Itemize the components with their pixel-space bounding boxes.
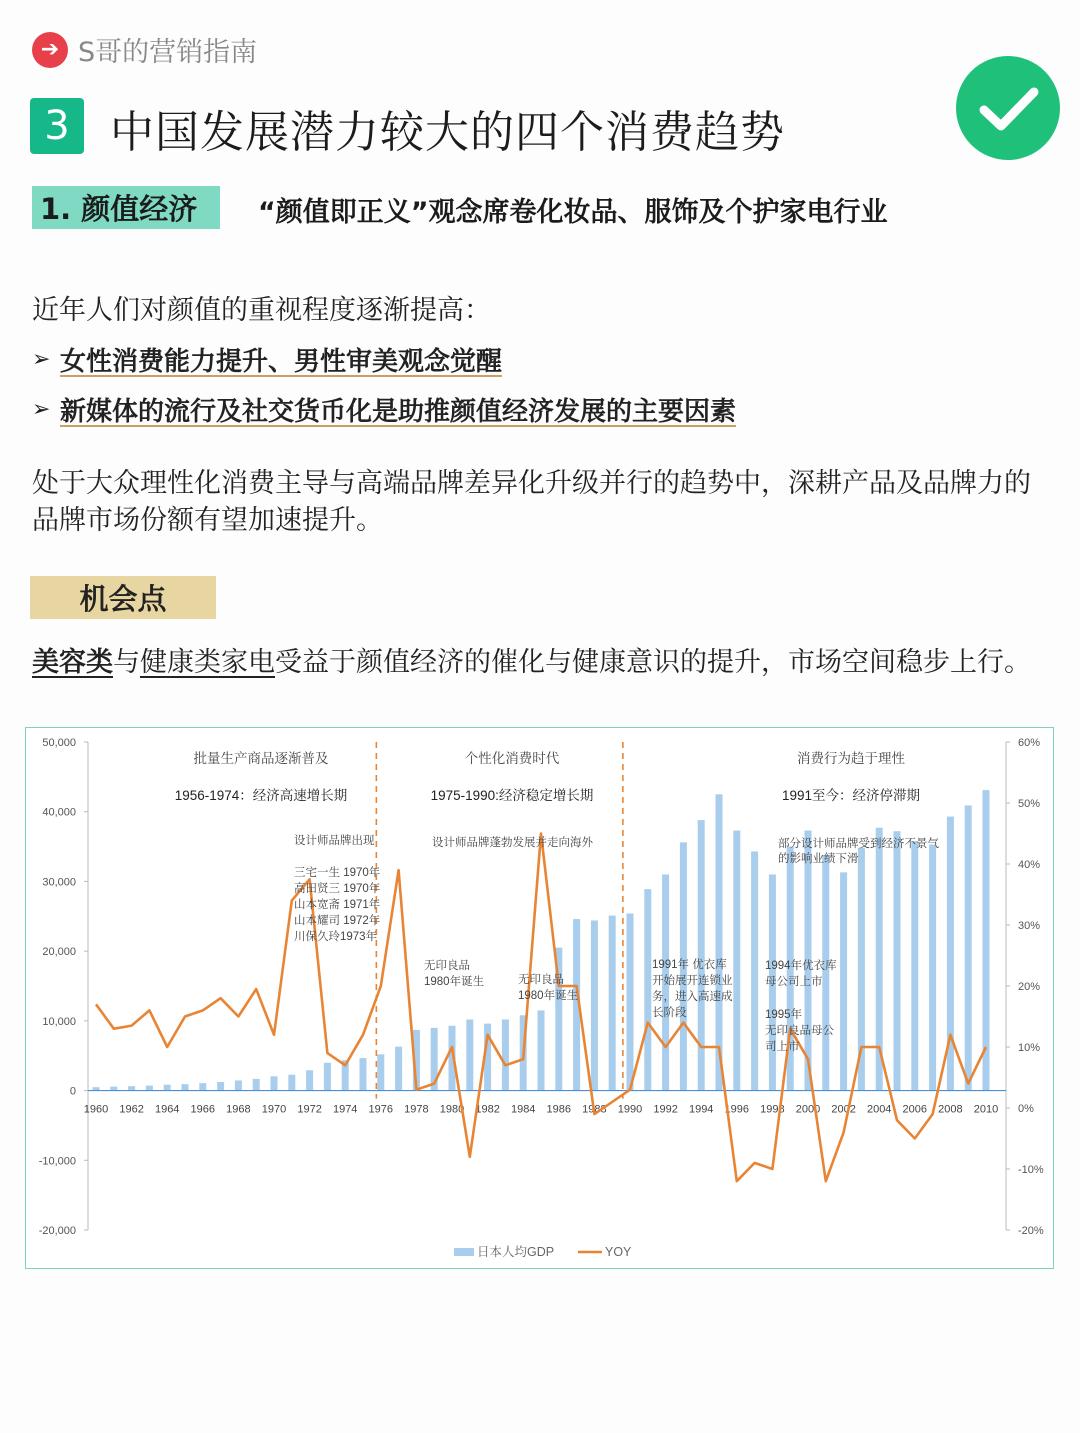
- annotation-muji-1: 1980年诞生: [424, 976, 485, 988]
- gdp-bar: [306, 1070, 313, 1090]
- period-title: 个性化消费时代: [464, 751, 560, 766]
- annotation-uniqlo-1991: 务，进入高速成: [652, 991, 733, 1003]
- gdp-bar: [182, 1084, 189, 1090]
- x-axis-label: 2010: [973, 1103, 999, 1116]
- x-axis-label: 1964: [154, 1103, 180, 1116]
- annotation-designer-list: 山本宽斋 1971年: [294, 899, 381, 911]
- arrow-bullet-icon: ➢: [32, 397, 51, 422]
- annotation-muji-1995: 司上市: [765, 1041, 800, 1053]
- right-axis-label: 0%: [1018, 1103, 1034, 1115]
- gdp-bar: [911, 841, 918, 1091]
- checkmark-icon: [956, 56, 1060, 160]
- x-axis-label: 1996: [724, 1103, 750, 1116]
- right-axis-label: 10%: [1018, 1042, 1041, 1054]
- annotation-muji-1995: 1995年: [765, 1009, 803, 1021]
- bullet-item: [32, 341, 502, 378]
- brand-name: S哥的营销指南: [78, 37, 258, 68]
- gdp-bar: [235, 1080, 242, 1090]
- x-axis-label: 1994: [688, 1103, 714, 1116]
- right-axis-label: 60%: [1018, 737, 1041, 749]
- annotation-uniqlo-1991: 开始展开连锁业: [652, 975, 733, 987]
- right-axis-label: 40%: [1018, 859, 1041, 871]
- gdp-bar: [164, 1085, 171, 1091]
- x-axis-label: 1982: [475, 1103, 500, 1116]
- gdp-bar: [822, 855, 829, 1091]
- x-axis-label: 2000: [795, 1103, 821, 1116]
- x-axis-label: 1970: [261, 1103, 287, 1116]
- annotation-muji-1995: 无印良品母公: [765, 1025, 834, 1037]
- arrow-right-icon: ➔: [32, 32, 68, 68]
- right-axis-label: -10%: [1018, 1164, 1044, 1176]
- period-title: 消费行为趋于理性: [797, 751, 905, 766]
- gdp-bar: [983, 790, 990, 1090]
- bullet-text: 新媒体的流行及社交货币化是助推颜值经济发展的主要因素: [60, 397, 737, 427]
- annotation-uniqlo-1994: 1994年优衣库: [765, 960, 837, 972]
- gdp-bar: [965, 805, 972, 1090]
- highlight-beauty: 美容类: [32, 647, 113, 678]
- right-axis-label: 30%: [1018, 920, 1041, 932]
- period-subtitle: 1991至今：经济停滞期: [781, 788, 921, 803]
- gdp-bar: [502, 1019, 509, 1090]
- x-axis-label: 2006: [902, 1103, 928, 1116]
- gdp-bar: [627, 913, 634, 1090]
- gdp-yoy-chart: [26, 728, 1052, 1267]
- arrow-bullet-icon: ➢: [32, 347, 51, 372]
- legend-label-yoy: YOY: [605, 1245, 632, 1259]
- gdp-bar: [894, 831, 901, 1090]
- gdp-bar: [324, 1063, 331, 1091]
- intro-text: 近年人们对颜值的重视程度逐渐提高：: [32, 295, 491, 326]
- left-axis-label: 30,000: [42, 876, 76, 889]
- gdp-bar: [217, 1082, 224, 1091]
- highlight-health: 健康类家电: [140, 647, 275, 678]
- annotation-overseas: 设计师品牌蓬勃发展并走向海外: [432, 837, 593, 849]
- period-title: 批量生产商品逐渐普及: [193, 751, 329, 766]
- annotation-designer-list: 高田贤三 1970年: [294, 883, 381, 895]
- gdp-bar: [591, 920, 598, 1090]
- annotation-designer-decline: 部分设计师品牌受到经济不景气: [778, 838, 939, 850]
- page-title: 中国发展潜力较大的四个消费趋势: [110, 107, 785, 158]
- annotation-uniqlo-1991: 1991年 优衣库: [652, 959, 727, 971]
- gdp-bar: [360, 1058, 367, 1090]
- gdp-bar: [609, 916, 616, 1091]
- gdp-bar: [538, 1010, 545, 1090]
- x-axis-label: 1972: [297, 1103, 322, 1116]
- connector-text: 与: [113, 647, 140, 678]
- annotation-muji-1: 无印良品: [424, 960, 470, 972]
- x-axis-label: 1968: [226, 1103, 251, 1116]
- annotation-designer-brands: 设计师品牌出现: [294, 835, 375, 847]
- x-axis-label: 2002: [831, 1103, 856, 1116]
- gdp-bar: [271, 1076, 278, 1090]
- section-tag: 1. 颜值经济: [32, 186, 220, 229]
- gdp-bar: [146, 1086, 153, 1091]
- gdp-bar: [698, 820, 705, 1090]
- x-axis-label: 1992: [653, 1103, 678, 1116]
- right-axis-label: 20%: [1018, 981, 1041, 993]
- chart-container: [25, 727, 1054, 1269]
- legend-swatch-gdp: [454, 1248, 474, 1256]
- section-number-badge: 3: [30, 98, 84, 154]
- annotation-uniqlo-1994: 母公司上市: [765, 976, 823, 988]
- left-axis-label: 50,000: [42, 737, 76, 749]
- x-axis-label: 1960: [83, 1103, 109, 1116]
- annotation-designer-list: 三宅一生 1970年: [294, 867, 381, 879]
- x-axis-label: 1986: [546, 1103, 572, 1116]
- annotation-muji-2: 1980年诞生: [518, 990, 579, 1002]
- gdp-bar: [128, 1086, 135, 1090]
- x-axis-label: 1974: [332, 1103, 358, 1116]
- gdp-bar: [377, 1054, 384, 1090]
- x-axis-label: 1980: [439, 1103, 465, 1116]
- annotation-designer-list: 山本耀司 1972年: [294, 915, 381, 927]
- x-axis-label: 1988: [582, 1103, 607, 1116]
- left-axis-label: 10,000: [42, 1015, 76, 1028]
- x-axis-label: 1976: [368, 1103, 394, 1116]
- gdp-bar: [466, 1019, 473, 1090]
- x-axis-label: 1984: [510, 1103, 536, 1116]
- left-axis-label: -10,000: [38, 1155, 76, 1168]
- period-subtitle: 1956-1974：经济高速增长期: [174, 788, 348, 803]
- left-axis-label: 40,000: [42, 806, 76, 819]
- brand: [32, 30, 257, 69]
- opportunity-rest: 受益于颜值经济的催化与健康意识的提升，市场空间稳步上行。: [275, 647, 1031, 678]
- legend-label-gdp: 日本人均GDP: [477, 1245, 555, 1259]
- gdp-bar: [395, 1047, 402, 1091]
- gdp-bar: [733, 831, 740, 1091]
- gdp-bar: [253, 1079, 260, 1091]
- annotation-muji-2: 无印良品: [518, 974, 564, 986]
- annotation-designer-decline: 的影响业绩下滑: [778, 853, 859, 865]
- right-axis-label: -20%: [1018, 1225, 1044, 1237]
- x-axis-label: 1966: [190, 1103, 216, 1116]
- body-paragraph: 处于大众理性化消费主导与高端品牌差异化升级并行的趋势中，深耕产品及品牌力的品牌市场份额有望加速提升。: [32, 468, 1031, 536]
- gdp-bar: [644, 889, 651, 1090]
- left-axis-label: 0: [69, 1085, 76, 1098]
- x-axis-label: 2004: [866, 1103, 892, 1116]
- yoy-line: [96, 834, 986, 1182]
- x-axis-label: 1978: [404, 1103, 429, 1116]
- gdp-bar: [288, 1075, 295, 1091]
- gdp-bar: [199, 1083, 206, 1090]
- gdp-bar: [840, 872, 847, 1090]
- bullet-text: 女性消费能力提升、男性审美观念觉醒: [60, 347, 503, 377]
- x-axis-label: 2008: [938, 1103, 963, 1116]
- opportunity-tag: 机会点: [30, 576, 216, 619]
- right-axis-label: 50%: [1018, 798, 1041, 810]
- left-axis-label: 20,000: [42, 946, 76, 959]
- annotation-uniqlo-1991: 长阶段: [652, 1007, 687, 1019]
- x-axis-label: 1990: [617, 1103, 643, 1116]
- period-subtitle: 1975-1990:经济稳定增长期: [430, 788, 594, 803]
- gdp-bar: [929, 844, 936, 1090]
- left-axis-label: -20,000: [38, 1225, 76, 1237]
- section-headline: “颜值即正义”观念席卷化妆品、服饰及个护家电行业: [258, 197, 888, 228]
- opportunity-text: [32, 640, 1031, 679]
- bullet-item: [32, 391, 736, 428]
- annotation-designer-list: 川保久玲1973年: [294, 931, 378, 943]
- gdp-bar: [751, 851, 758, 1090]
- x-axis-label: 1962: [119, 1103, 144, 1116]
- x-axis-label: 1998: [760, 1103, 785, 1116]
